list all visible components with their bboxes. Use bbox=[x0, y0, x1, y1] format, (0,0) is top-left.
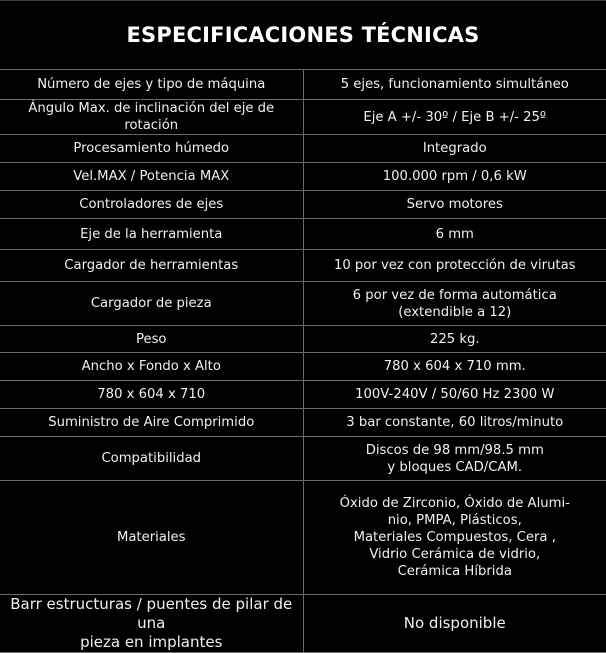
spec-value: 780 x 604 x 710 mm. bbox=[303, 353, 606, 381]
spec-label: Cargador de pieza bbox=[0, 282, 303, 326]
spec-value: Eje A +/- 30º / Eje B +/- 25º bbox=[303, 100, 606, 135]
spec-value: Integrado bbox=[303, 135, 606, 163]
table-row bbox=[0, 595, 606, 653]
spec-label: Procesamiento húmedo bbox=[0, 135, 303, 163]
table-row bbox=[0, 135, 606, 163]
spec-label: Número de ejes y tipo de máquina bbox=[0, 70, 303, 100]
table-row bbox=[0, 282, 606, 326]
spec-label: Peso bbox=[0, 326, 303, 353]
table-row bbox=[0, 191, 606, 219]
table-row bbox=[0, 381, 606, 409]
table-row bbox=[0, 481, 606, 595]
spec-value: 225 kg. bbox=[303, 326, 606, 353]
spec-label: Ángulo Max. de inclinación del eje de rotación bbox=[0, 100, 303, 135]
spec-label: Cargador de herramientas bbox=[0, 250, 303, 282]
table-row bbox=[0, 409, 606, 437]
spec-value: Óxido de Zirconio, Óxido de Alumi- nio, PMPA, Plásticos, Materiales Compuestos, Cera , Vidrio Cerámica de vidrio, Cerámica Híbrida bbox=[303, 481, 606, 595]
spec-label: Vel.MAX / Potencia MAX bbox=[0, 163, 303, 191]
spec-value: 100V-240V / 50/60 Hz 2300 W bbox=[303, 381, 606, 409]
table-row bbox=[0, 219, 606, 250]
spec-value: 100.000 rpm / 0,6 kW bbox=[303, 163, 606, 191]
table-row bbox=[0, 100, 606, 135]
spec-value: Discos de 98 mm/98.5 mm y bloques CAD/CAM. bbox=[303, 437, 606, 481]
table-header-row bbox=[0, 1, 606, 70]
spec-label: 780 x 604 x 710 bbox=[0, 381, 303, 409]
table-row bbox=[0, 163, 606, 191]
spec-label: Eje de la herramienta bbox=[0, 219, 303, 250]
spec-value: No disponible bbox=[303, 595, 606, 653]
spec-label: Barr estructuras / puentes de pilar de una pieza en implantes bbox=[0, 595, 303, 653]
spec-value: 3 bar constante, 60 litros/minuto bbox=[303, 409, 606, 437]
spec-label: Ancho x Fondo x Alto bbox=[0, 353, 303, 381]
table-row bbox=[0, 250, 606, 282]
table-title: ESPECIFICACIONES TÉCNICAS bbox=[0, 1, 606, 70]
table-row bbox=[0, 353, 606, 381]
spec-label: Compatibilidad bbox=[0, 437, 303, 481]
spec-label: Materiales bbox=[0, 481, 303, 595]
spec-label: Suministro de Aire Comprimido bbox=[0, 409, 303, 437]
spec-value: 6 mm bbox=[303, 219, 606, 250]
spec-value: 6 por vez de forma automática (extendible a 12) bbox=[303, 282, 606, 326]
spec-label: Controladores de ejes bbox=[0, 191, 303, 219]
spec-value: 5 ejes, funcionamiento simultáneo bbox=[303, 70, 606, 100]
spec-value: 10 por vez con protección de virutas bbox=[303, 250, 606, 282]
table-row bbox=[0, 326, 606, 353]
table-row bbox=[0, 437, 606, 481]
spec-value: Servo motores bbox=[303, 191, 606, 219]
table-row bbox=[0, 70, 606, 100]
